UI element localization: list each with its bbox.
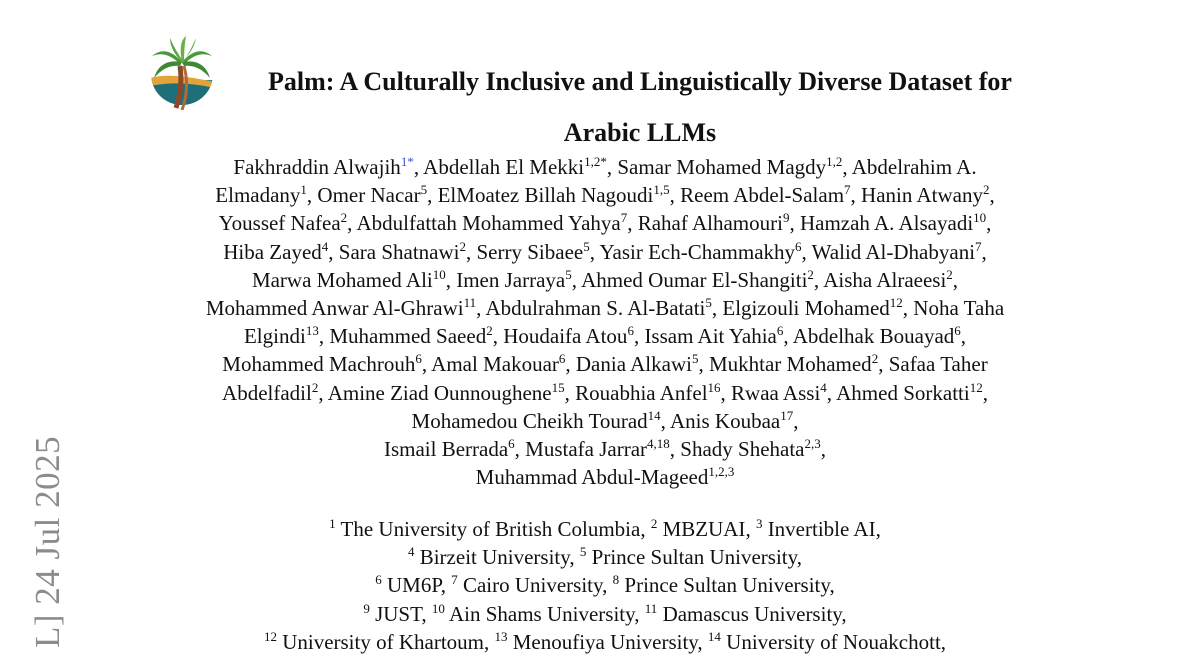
affiliation-superscript: 1,2,3 — [708, 464, 735, 480]
author-line: Youssef Nafea$^2$, Abdulfattah Mohammed Yahya$^7$, Rahaf Alhamouri$^9$, Hamzah A. Alsayadi$^{10}$, — [218, 210, 992, 236]
affiliation-superscript: 16 — [707, 379, 721, 395]
author-name-text: Hanin Atwany — [861, 183, 983, 208]
affiliation-superscript: 1,2 — [826, 154, 843, 169]
author-name-text: Abdelrahim A. — [851, 155, 977, 179]
affiliation-superscript: 6 — [954, 323, 961, 339]
author-name — [244, 324, 319, 348]
author-name — [476, 465, 735, 489]
author-name — [456, 268, 572, 292]
affiliation-name: Prince Sultan University — [624, 573, 830, 598]
author-name — [638, 211, 790, 235]
author-name-text: Amal Makouar — [431, 352, 559, 377]
affiliation-superscript: 15 — [551, 379, 565, 395]
author-name-text: Abdellah El Mekki — [423, 155, 585, 179]
arxiv-sidebar-stamp: L] 24 Jul 2025 — [28, 435, 67, 648]
author-name — [644, 324, 783, 348]
affiliation-name: Cairo University — [462, 573, 603, 598]
affiliation-name: Prince Sultan University — [591, 545, 797, 570]
author-name — [575, 381, 720, 405]
affiliation-number: 7 — [451, 572, 458, 588]
author-name-text: Sara Shatnawi — [338, 239, 460, 264]
author-name — [431, 352, 565, 376]
author-name-text: Safaa Taher — [888, 352, 988, 377]
paper-title — [210, 56, 1070, 158]
author-name — [486, 296, 712, 320]
author-name-text: Issam Ait Yahia — [644, 324, 777, 349]
affiliation-superscript: 4,18 — [647, 436, 670, 452]
author-line: Mohamedou Cheikh Tourad$^{14}$, Anis Koubaa$^{17}$, — [411, 407, 799, 433]
affiliation-name: UM6P — [386, 573, 441, 598]
author-name — [384, 437, 515, 461]
author-name — [617, 155, 842, 179]
affiliation-superscript: 11 — [463, 295, 477, 311]
author-name-text: Youssef Nafea — [218, 211, 341, 236]
affiliation-name: Invertible AI — [767, 517, 876, 541]
affiliation-line: $^9$ JUST, $^{10}$ Ain Shams University, $^{11}$ Damascus University, — [363, 600, 847, 626]
author-name-text: Elgindi — [243, 324, 306, 349]
affiliation-line: $^6$ UM6P, $^7$ Cairo University, $^8$ Prince Sultan University, — [375, 572, 835, 598]
author-name-text: Fakhraddin Alwajih — [233, 155, 401, 179]
affiliation-list — [140, 515, 1070, 656]
author-name — [861, 183, 989, 207]
author-name — [339, 240, 466, 264]
affiliation-superscript: 2 — [459, 238, 466, 254]
author-name-text: Elgizouli Mohamed — [722, 296, 890, 321]
author-line: Hiba Zayed$^4$, Sara Shatnawi$^2$, Serry Sibaee$^5$, Yasir Ech-Chammakhy$^6$, Walid Al-Dhabyani$^7$, — [223, 238, 987, 264]
author-name-text: Abdelhak Bouayad — [792, 324, 955, 349]
author-name — [222, 381, 318, 405]
author-name — [581, 268, 814, 292]
author-name — [680, 183, 850, 207]
author-name-text: ElMoatez Billah Nagoudi — [437, 183, 654, 208]
author-name — [852, 155, 977, 179]
author-name-text: Houdaifa Atou — [503, 324, 628, 349]
author-line: Abdelfadil$^2$, Amine Ziad Ounnoughene$^{15}$, Rouabhia Anfel$^{16}$, Rwaa Assi$^4$, Ahmed Sorkatti$^{12}$, — [222, 379, 988, 405]
author-name-text: Muhammad Abdul-Mageed — [475, 465, 709, 490]
affiliation-number: 9 — [363, 600, 370, 616]
author-name — [800, 211, 986, 235]
author-list — [140, 153, 1070, 491]
author-name — [503, 324, 634, 348]
affiliation-number: 1 — [329, 516, 336, 531]
author-line: Fakhraddin Alwajih$^{1*}$, Abdellah El Mekki$^{1,2*}$, Samar Mohamed Magdy$^{1,2}$, Abdelrahim A. — [233, 154, 977, 179]
affiliation-superscript: 2 — [982, 182, 990, 198]
author-name — [317, 183, 427, 207]
paper-title-line-1: Palm: A Culturally Inclusive and Linguistically Diverse Dataset for — [268, 67, 1012, 96]
affiliation-superscript: 2 — [871, 351, 879, 367]
affiliation-superscript: 1,2* — [584, 154, 607, 169]
affiliation-superscript: 2 — [311, 379, 319, 395]
affiliation-name: Ain Shams University — [448, 601, 635, 626]
affiliation-number: 11 — [644, 600, 658, 616]
affiliation-superscript: 6 — [558, 351, 566, 367]
author-name-text: Aisha Alraeesi — [823, 267, 947, 292]
affiliation-name: JUST — [375, 601, 422, 626]
affiliation-superscript: 6 — [795, 238, 802, 254]
affiliation-superscript: 1 — [300, 182, 307, 198]
affiliation-superscript: 2 — [486, 323, 493, 339]
affiliation-superscript: 10 — [432, 266, 446, 282]
author-name — [423, 155, 607, 179]
affiliation-name: The University of British Columbia — [340, 517, 641, 541]
author-name — [219, 211, 348, 235]
author-name-text: Abdulrahman S. Al-Batati — [485, 296, 706, 321]
author-name-text: Amine Ziad Ounnoughene — [327, 380, 552, 405]
affiliation-superscript: 4 — [820, 379, 827, 395]
author-name — [670, 409, 793, 433]
affiliation-superscript: 6 — [627, 323, 634, 339]
affiliation-superscript: 1,5 — [653, 182, 670, 198]
author-name — [223, 240, 328, 264]
affiliation-superscript: 7 — [620, 210, 628, 226]
affiliation-number: 5 — [579, 544, 587, 560]
affiliation-superscript: 6 — [415, 351, 422, 367]
affiliation-superscript: 12 — [889, 295, 903, 311]
author-name-text: Hiba Zayed — [223, 239, 322, 264]
author-name — [731, 381, 827, 405]
author-line: Mohammed Anwar Al-Ghrawi$^{11}$, Abdulrahman S. Al-Batati$^5$, Elgizouli Mohamed$^{12}$, Noha Taha — [205, 295, 1005, 321]
author-name-text: Mustafa Jarrar — [525, 437, 648, 462]
author-line: Mohammed Machrouh$^6$, Amal Makouar$^6$, Dania Alkawi$^5$, Mukhtar Mohamed$^2$, Safaa Taher — [222, 351, 988, 377]
affiliation-line: $^{12}$ University of Khartoum, $^{13}$ Menoufiya University, $^{14}$ University of Nouakchott, — [263, 628, 947, 654]
affiliation-line: $^1$ The University of British Columbia, $^2$ MBZUAI, $^3$ Invertible AI, — [329, 516, 881, 541]
author-name — [412, 409, 661, 433]
affiliation-superscript: 6 — [776, 323, 784, 339]
author-name — [709, 352, 878, 376]
affiliation-superscript: 4 — [321, 238, 329, 254]
author-name — [222, 352, 422, 376]
affiliation-superscript: 2 — [946, 266, 953, 282]
author-name — [823, 268, 953, 292]
author-name-text: Ahmed Sorkatti — [836, 380, 970, 405]
affiliation-superscript: 17 — [780, 407, 794, 423]
author-name-text: Abdelfadil — [222, 380, 312, 405]
affiliation-superscript: 2 — [807, 266, 814, 282]
affiliation-name: MBZUAI — [662, 517, 746, 541]
author-name-text: Hamzah A. Alsayadi — [799, 211, 974, 236]
affiliation-superscript: 5 — [583, 238, 590, 254]
affiliation-superscript: 7 — [844, 182, 851, 198]
affiliation-number: 2 — [650, 516, 658, 531]
author-line: Elgindi$^{13}$, Muhammed Saeed$^2$, Houdaifa Atou$^6$, Issam Ait Yahia$^6$, Abdelhak Bouayad$^6$, — [243, 323, 967, 349]
author-name-text: Marwa Mohamed Ali — [251, 267, 433, 292]
author-line: Elmadany$^1$, Omer Nacar$^5$, ElMoatez Billah Nagoudi$^{1,5}$, Reem Abdel-Salam$^7$, Hanin Atwany$^2$, — [215, 182, 995, 208]
affiliation-number: 6 — [375, 572, 382, 588]
affiliation-superscript: 6 — [508, 436, 515, 452]
affiliation-superscript: 5 — [691, 351, 699, 367]
author-name-text: Rwaa Assi — [731, 380, 821, 405]
author-name-text: Ahmed Oumar El-Shangiti — [581, 267, 808, 292]
author-name — [525, 437, 670, 461]
author-name — [576, 352, 699, 376]
author-name — [252, 268, 446, 292]
paper-title-line-2: Arabic LLMs — [563, 118, 717, 147]
author-name — [836, 381, 983, 405]
affiliation-name: University of Khartoum — [282, 629, 484, 654]
affiliation-name: Birzeit University — [419, 545, 570, 570]
author-name-text: Mukhtar Mohamed — [708, 352, 872, 377]
author-name — [913, 296, 1004, 320]
author-line: Marwa Mohamed Ali$^{10}$, Imen Jarraya$^5$, Ahmed Oumar El-Shangiti$^2$, Aisha Alraeesi$^2$, — [251, 266, 959, 292]
author-name-text: Ismail Berrada — [383, 437, 509, 462]
affiliation-line: $^4$ Birzeit University, $^5$ Prince Sultan University, — [407, 544, 803, 570]
author-name — [812, 240, 982, 264]
author-name-text: Mohammed Anwar Al-Ghrawi — [205, 296, 464, 321]
affiliation-superscript: 5 — [565, 266, 572, 282]
author-name-text: Anis Koubaa — [669, 408, 781, 433]
author-name-text: Walid Al-Dhabyani — [811, 239, 976, 264]
affiliation-number: 3 — [755, 516, 763, 531]
author-name-text: Omer Nacar — [317, 183, 421, 208]
author-name-text: Shady Shehata — [680, 437, 805, 462]
author-name — [215, 183, 307, 207]
affiliation-superscript: 7 — [975, 238, 982, 254]
author-name — [889, 352, 988, 376]
affiliation-number: 10 — [431, 600, 445, 616]
author-name — [599, 240, 801, 264]
affiliation-superscript: 10 — [973, 210, 987, 226]
author-name-text: Abdulfattah Mohammed Yahya — [356, 211, 621, 236]
author-name-text: Muhammed Saeed — [329, 324, 487, 349]
author-name-text: Rouabhia Anfel — [575, 380, 708, 405]
affiliation-superscript: 2 — [340, 210, 348, 226]
author-name-text: Samar Mohamed Magdy — [617, 155, 827, 179]
author-name-text: Mohammed Machrouh — [222, 352, 416, 377]
affiliation-name: Menoufiya University — [512, 629, 698, 654]
author-name-text: Rahaf Alhamouri — [637, 211, 783, 236]
author-name — [328, 381, 565, 405]
title-block — [150, 36, 1060, 146]
affiliation-superscript: 5 — [705, 295, 712, 311]
affiliation-name: Damascus University — [662, 601, 842, 626]
affiliation-superscript: 14 — [647, 407, 661, 423]
author-name — [793, 324, 961, 348]
affiliation-number: 4 — [407, 544, 415, 560]
affiliation-number: 14 — [707, 628, 721, 644]
author-line — [140, 463, 1070, 491]
affiliation-superscript: 12 — [969, 379, 983, 395]
author-name-text: Yasir Ech-Chammakhy — [599, 239, 796, 264]
affiliation-superscript: 2,3 — [804, 436, 821, 452]
author-name — [722, 296, 902, 320]
author-name — [206, 296, 476, 320]
author-name-text: Elmadany — [215, 183, 301, 208]
author-name — [357, 211, 628, 235]
affiliation-superscript: 13 — [305, 323, 319, 339]
author-name — [233, 155, 413, 179]
author-name-text: Reem Abdel-Salam — [680, 183, 845, 208]
author-name-text: Serry Sibaee — [476, 239, 584, 264]
affiliation-number: 8 — [612, 572, 620, 588]
affiliation-number: 13 — [494, 628, 508, 644]
author-line: Ismail Berrada$^6$, Mustafa Jarrar$^{4,18}$, Shady Shehata$^{2,3}$, — [383, 436, 827, 462]
author-name — [680, 437, 820, 461]
author-name-text: Mohamedou Cheikh Tourad — [411, 408, 648, 433]
affiliation-superscript: 5 — [420, 182, 428, 198]
affiliation-name: University of Nouakchott — [726, 629, 941, 654]
author-name — [329, 324, 492, 348]
author-name — [438, 183, 670, 207]
affiliation-superscript: 1* — [400, 154, 414, 169]
author-name — [477, 240, 590, 264]
author-name-text: Imen Jarraya — [456, 267, 566, 292]
affiliation-number: 12 — [263, 628, 277, 644]
palm-tree-icon — [150, 36, 214, 110]
affiliation-superscript: 9 — [782, 210, 790, 226]
author-name-text: Noha Taha — [913, 296, 1005, 321]
author-name-text: Dania Alkawi — [575, 352, 692, 377]
